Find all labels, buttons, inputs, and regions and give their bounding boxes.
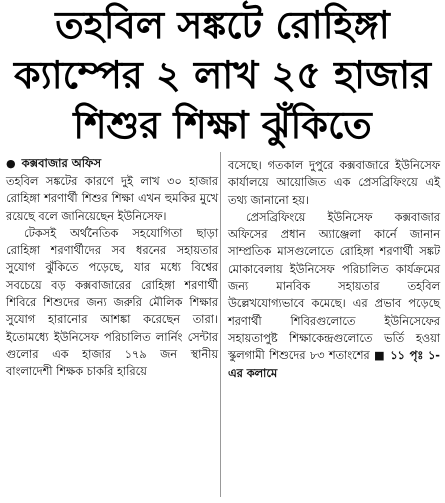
left-paragraph-2: টেকসই অর্থনৈতিক সহযোগিতা ছাড়া রোহিঙ্গা শরণার্থীদের সব ধরনের সহায়তার সুযোগ ঝুঁকিতে পড়েছে, যার মধ্যে বিশ্বের সবচেয়ে বড় কক্সবাজারের রোহিঙ্গা শরণার্থী শিবিরে শিশুদের জন্য জরুরি মৌলিক শিক্ষার সুযোগ হারানোর আশঙ্কা করেছেন তারা। ইতোমধ্যে ইউনিসেফ পরিচালিত লার্নিং সেন্টার গুলোর এক হাজার ১৭৯ জন স্থানীয় বাংলাদেশী শিক্ষক চাকরি হারিয়ে xyxy=(6,226,218,379)
byline xyxy=(6,155,101,172)
headline-line-1: তহবিল সঙ্কটে রোহিঙ্গা xyxy=(55,3,390,47)
headline-line-3: শিশুর শিক্ষা ঝুঁকিতে xyxy=(73,103,372,147)
right-paragraph-2 xyxy=(228,209,440,382)
left-paragraph-1: তহবিল সঙ্কটের কারণে দুই লাখ ৩০ হাজার রোহিঙ্গা শরণার্থী শিশুর শিক্ষা এখন হুমকির মুখে রয়েছে বলে জানিয়েছেন ইউনিসেফ। xyxy=(6,175,218,223)
headline-line-2: ক্যাম্পের ২ লাখ ২৫ হাজার xyxy=(13,53,431,97)
continuation-note: ■ ১১ পৃঃ ১-এর কলামে xyxy=(228,349,441,380)
right-paragraph-1: বসেছে। গতকাল দুপুরে কক্সবাজারে ইউনিসেফ কার্যালয়ে আয়োজিত এক প্রেসব্রিফিংয়ে এই তথ্য জানানো হয়। xyxy=(228,159,440,207)
right-column xyxy=(228,157,440,382)
right-paragraph-2-text: প্রেসব্রিফিংয়ে ইউনিসেফ কক্সবাজার অফিসের প্রধান অ্যাঞ্জেলা কার্নে জানান সাম্প্রতিক মাসগুলোতে রোহিঙ্গা শরণার্থী সঙ্কট মোকাবেলায় ইউনিসেফ পরিচালিত কার্যক্রমের জন্য মানবিক সহায়তার তহবিল উল্লেখযোগ্যভাবে কমেছে। এর প্রভাব পড়েছে শরণার্থী শিবিরগুলোতে ইউনিসেফের সহায়তাপুষ্ট শিক্ষাকেন্দ্রগুলোতে ভর্তি হওয়া স্কুলগামী শিশুদের ৮৩ শতাংশের xyxy=(228,210,440,363)
left-column xyxy=(6,173,218,381)
bullet-icon: ● xyxy=(6,157,16,170)
column-divider xyxy=(220,152,221,497)
headline xyxy=(0,0,445,158)
byline-text: কক্সবাজার অফিস xyxy=(21,156,102,170)
